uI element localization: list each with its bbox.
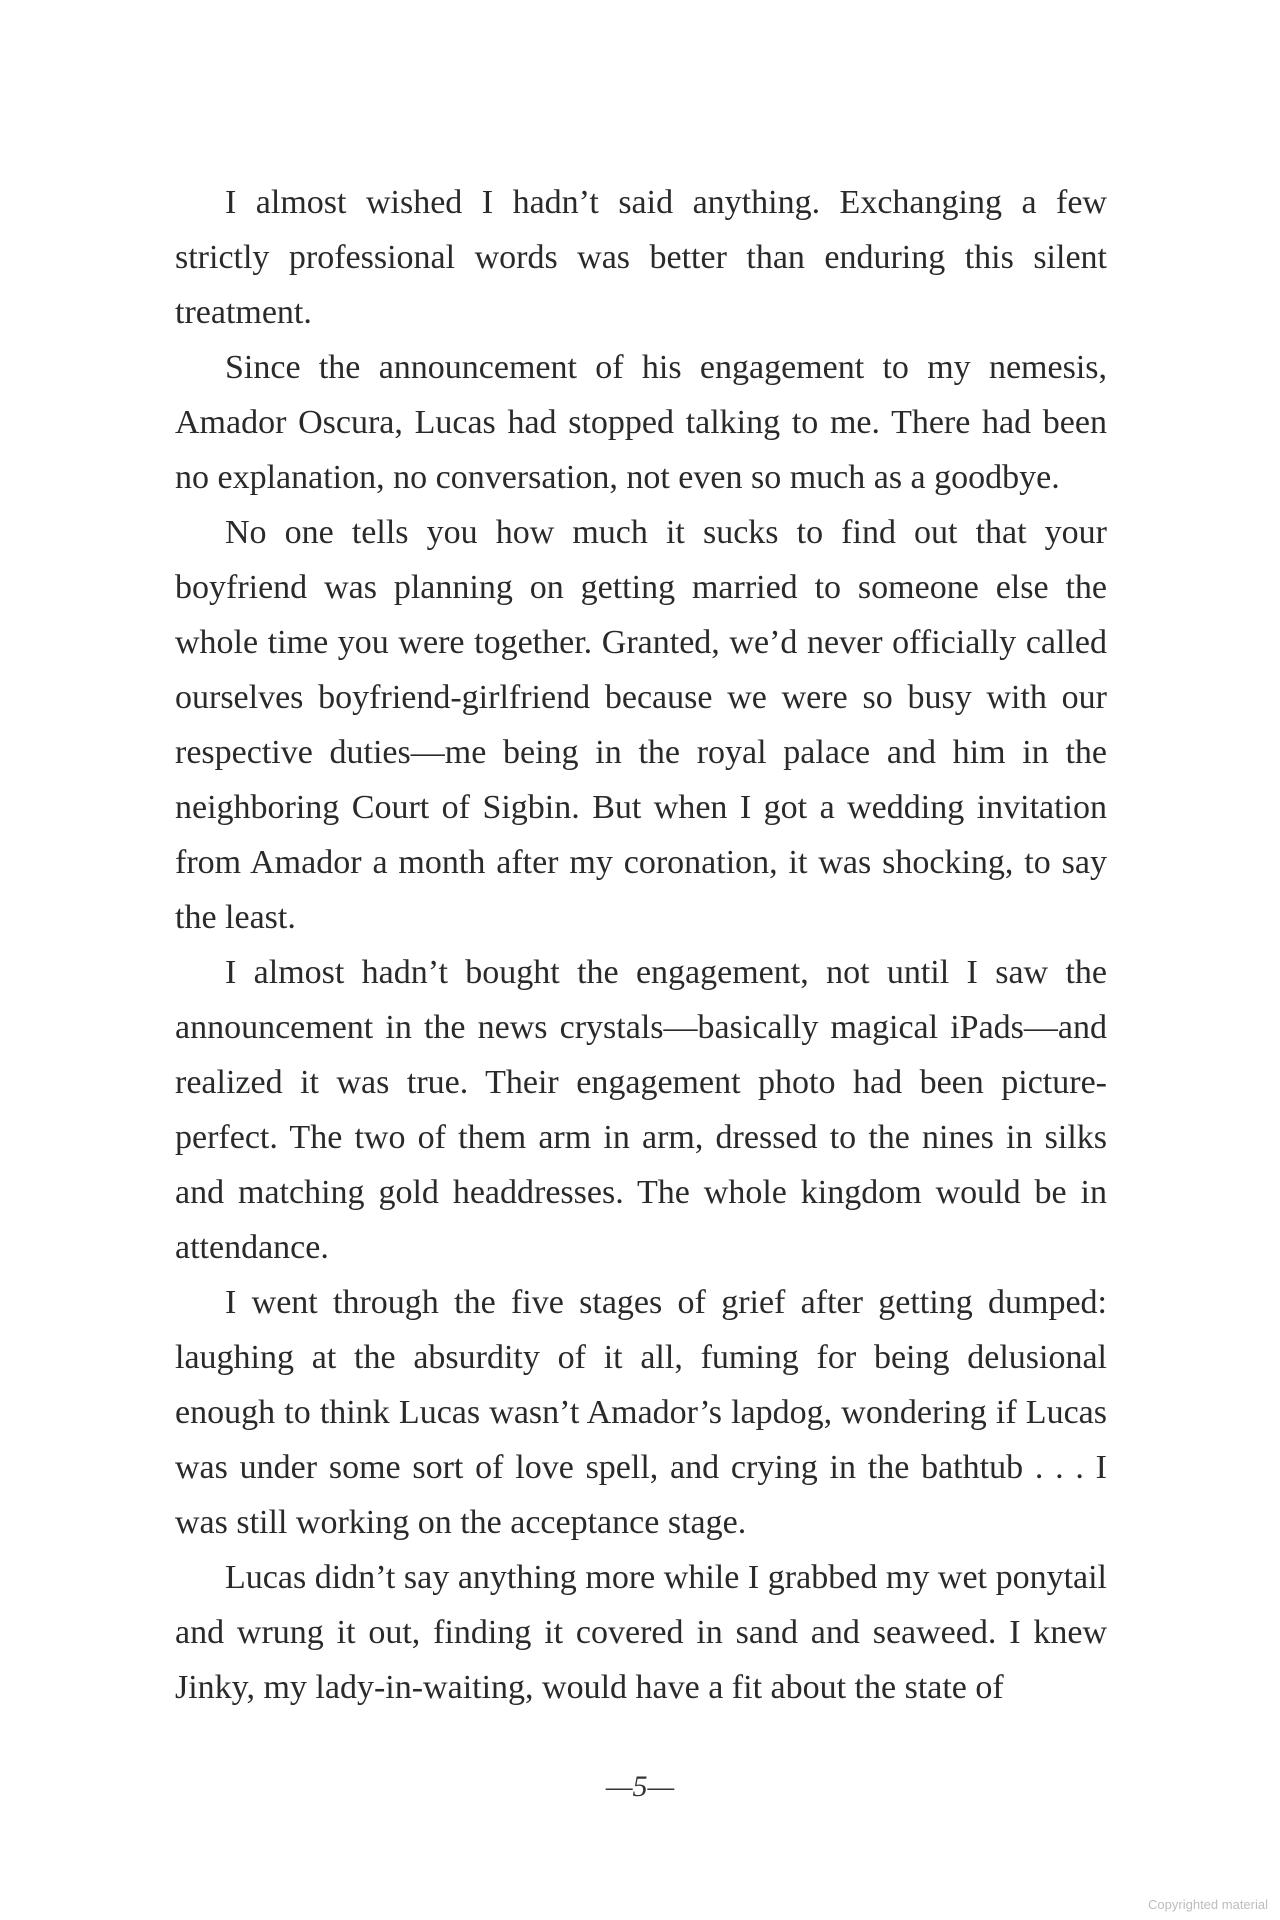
- page-body: [175, 175, 1107, 1715]
- page-number: —5—: [605, 1770, 675, 1803]
- paragraph: I almost hadn’t bought the engagement, not until I saw the announcement in the news crystals—basically magical iPads—and realized it was true. Their engagement photo had been picture-perfect. The two of them arm in arm, dressed to the nines in silks and matching gold headdresses. The whole kingdom would be in attendance.: [175, 954, 1107, 1266]
- copyright-watermark: Copyrighted material: [1148, 1897, 1268, 1912]
- paragraph: I went through the five stages of grief after getting dumped: laughing at the absurdity of it all, fuming for being delusional enough to think Lucas wasn’t Amador’s lapdog, wondering if Lucas was under some sort of love spell, and crying in the bathtub . . . I was still working on the acceptance stage.: [175, 1284, 1107, 1541]
- paragraph: Since the announcement of his engagement to my nemesis, Amador Oscura, Lucas had stopped talking to me. There had been no explanation, no conversation, not even so much as a goodbye.: [175, 349, 1107, 496]
- paragraph: I almost wished I hadn’t said anything. Exchanging a few strictly professional words was better than enduring this silent treatment.: [175, 184, 1107, 331]
- paragraph: Lucas didn’t say anything more while I grabbed my wet ponytail and wrung it out, finding it covered in sand and seaweed. I knew Jinky, my lady-in-waiting, would have a fit about the state of: [175, 1559, 1107, 1706]
- paragraph: No one tells you how much it sucks to find out that your boyfriend was planning on getting married to someone else the whole time you were together. Granted, we’d never officially called ourselves boyfriend-girlfriend because we were so busy with our respective duties—me being in the royal palace and him in the neighboring Court of Sigbin. But when I got a wedding invitation from Amador a month after my coronation, it was shocking, to say the least.: [175, 514, 1107, 936]
